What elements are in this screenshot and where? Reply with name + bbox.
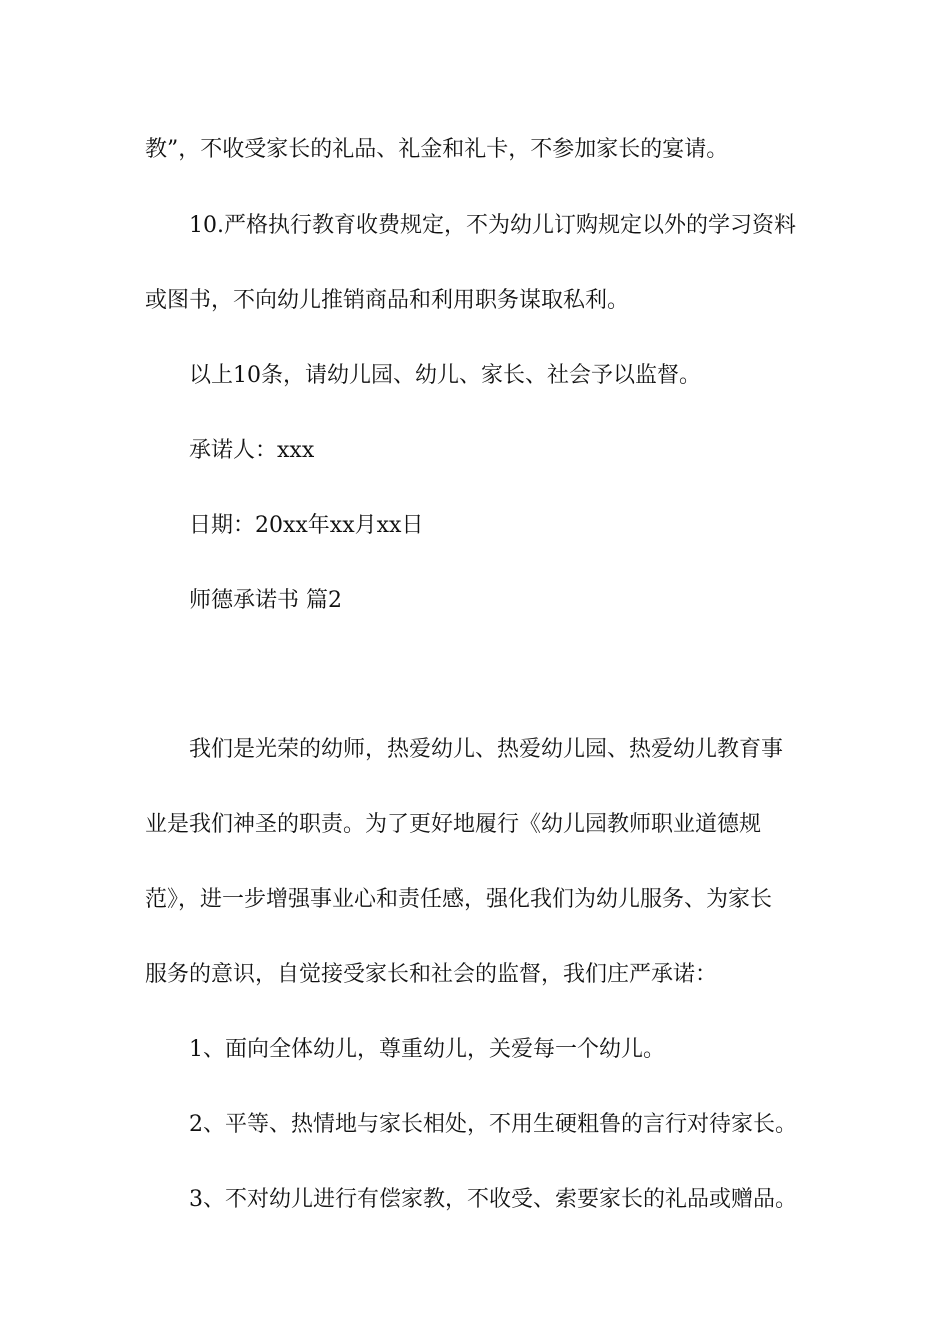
text-line: 服务的意识，自觉接受家长和社会的监督，我们庄严承诺：: [145, 962, 718, 987]
list-item-2: 2、平等、热情地与家长相处，不用生硬粗鲁的言行对待家长。: [189, 1112, 797, 1137]
list-item-10: 10.严格执行教育收费规定，不为幼儿订购规定以外的学习资料: [189, 213, 796, 238]
section-title: 师德承诺书 篇2: [189, 588, 342, 613]
text-line: 业是我们神圣的职责。为了更好地履行《幼儿园教师职业道德规: [145, 812, 762, 837]
text-line: 或图书，不向幼儿推销商品和利用职务谋取私利。: [145, 288, 630, 313]
text-line: 范》，进一步增强事业心和责任感，强化我们为幼儿服务、为家长: [145, 887, 773, 912]
text-line: 教”，不收受家长的礼品、礼金和礼卡，不参加家长的宴请。: [145, 137, 729, 162]
text-line: 以上10条，请幼儿园、幼儿、家长、社会予以监督。: [189, 363, 701, 388]
list-item-1: 1、面向全体幼儿，尊重幼儿，关爱每一个幼儿。: [189, 1037, 665, 1062]
text-line: 我们是光荣的幼师，热爱幼儿、热爱幼儿园、热爱幼儿教育事: [189, 737, 784, 762]
list-item-3: 3、不对幼儿进行有偿家教，不收受、索要家长的礼品或赠品。: [189, 1187, 797, 1212]
signatory-line: 承诺人：xxx: [189, 438, 315, 463]
date-line: 日期：20xx年xx月xx日: [189, 513, 424, 538]
